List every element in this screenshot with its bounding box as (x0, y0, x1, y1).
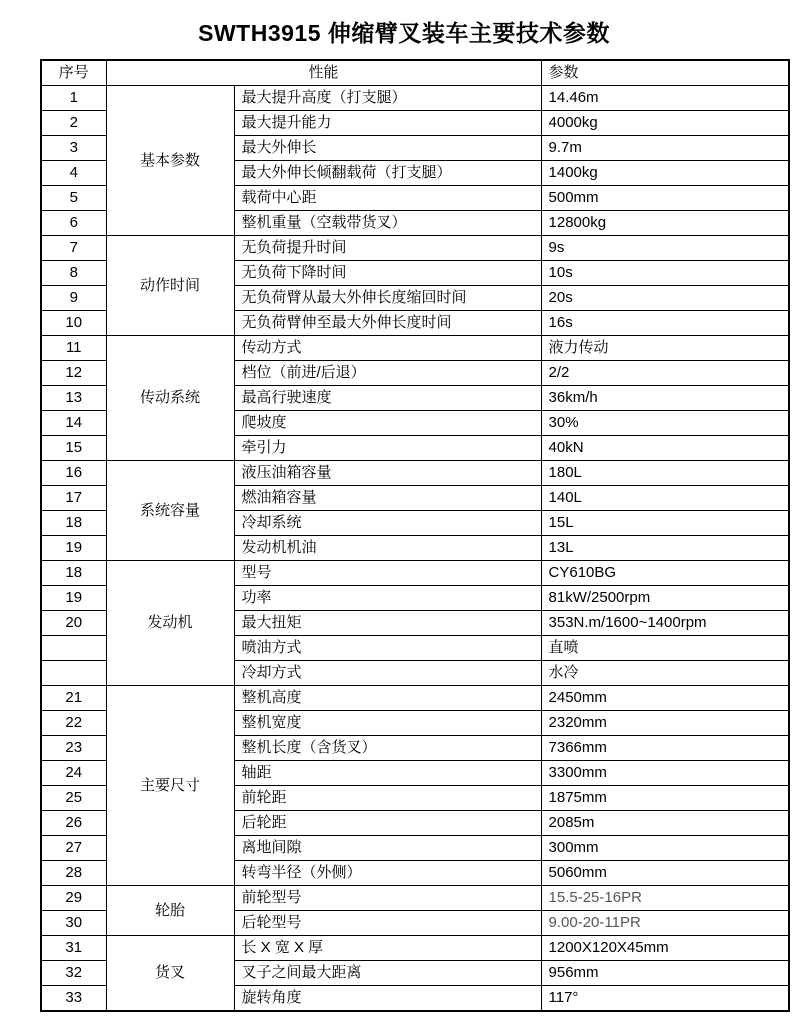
row-number-cell: 31 (41, 936, 106, 961)
row-number-cell: 29 (41, 886, 106, 911)
category-cell: 系统容量 (106, 461, 234, 561)
item-cell: 整机重量（空载带货叉） (234, 211, 541, 236)
value-cell: 36km/h (541, 386, 789, 411)
row-number-cell: 24 (41, 761, 106, 786)
row-number-cell: 18 (41, 561, 106, 586)
item-cell: 喷油方式 (234, 636, 541, 661)
row-number-cell: 7 (41, 236, 106, 261)
table-header-row (41, 60, 789, 86)
item-cell: 功率 (234, 586, 541, 611)
item-cell: 最大外伸长 (234, 136, 541, 161)
row-number-cell: 27 (41, 836, 106, 861)
item-cell: 最大外伸长倾翻载荷（打支腿） (234, 161, 541, 186)
row-number-cell: 30 (41, 911, 106, 936)
value-cell: 140L (541, 486, 789, 511)
item-cell: 整机宽度 (234, 711, 541, 736)
table-row (41, 936, 789, 961)
row-number-cell: 14 (41, 411, 106, 436)
item-cell: 轴距 (234, 761, 541, 786)
row-number-cell: 10 (41, 311, 106, 336)
row-number-cell: 25 (41, 786, 106, 811)
value-cell: 1875mm (541, 786, 789, 811)
value-cell: 13L (541, 536, 789, 561)
value-cell: CY610BG (541, 561, 789, 586)
category-cell: 基本参数 (106, 86, 234, 236)
value-cell: 2/2 (541, 361, 789, 386)
item-cell: 长 X 宽 X 厚 (234, 936, 541, 961)
item-cell: 前轮距 (234, 786, 541, 811)
value-cell: 30% (541, 411, 789, 436)
item-cell: 无负荷臂从最大外伸长度缩回时间 (234, 286, 541, 311)
table-row (41, 886, 789, 911)
row-number-cell: 26 (41, 811, 106, 836)
category-cell: 发动机 (106, 561, 234, 686)
item-cell: 发动机机油 (234, 536, 541, 561)
row-number-cell: 20 (41, 611, 106, 636)
table-row (41, 686, 789, 711)
item-cell: 燃油箱容量 (234, 486, 541, 511)
value-cell: 81kW/2500rpm (541, 586, 789, 611)
item-cell: 整机长度（含货叉） (234, 736, 541, 761)
item-cell: 型号 (234, 561, 541, 586)
row-number-cell: 16 (41, 461, 106, 486)
item-cell: 爬坡度 (234, 411, 541, 436)
value-cell: 12800kg (541, 211, 789, 236)
item-cell: 液压油箱容量 (234, 461, 541, 486)
item-cell: 叉子之间最大距离 (234, 961, 541, 986)
item-cell: 无负荷提升时间 (234, 236, 541, 261)
row-number-cell: 6 (41, 211, 106, 236)
item-cell: 无负荷臂伸至最大外伸长度时间 (234, 311, 541, 336)
row-number-cell: 19 (41, 586, 106, 611)
row-number-cell: 3 (41, 136, 106, 161)
value-cell: 液力传动 (541, 336, 789, 361)
row-number-cell: 22 (41, 711, 106, 736)
value-cell: 117° (541, 986, 789, 1012)
row-number-cell: 33 (41, 986, 106, 1012)
value-cell: 7366mm (541, 736, 789, 761)
row-number-cell: 17 (41, 486, 106, 511)
value-cell: 15.5-25-16PR (541, 886, 789, 911)
value-cell: 直喷 (541, 636, 789, 661)
item-cell: 前轮型号 (234, 886, 541, 911)
spec-table (40, 59, 790, 1012)
value-cell: 1400kg (541, 161, 789, 186)
table-row (41, 86, 789, 111)
value-cell: 10s (541, 261, 789, 286)
value-cell: 9.00-20-11PR (541, 911, 789, 936)
value-cell: 3300mm (541, 761, 789, 786)
row-number-cell: 5 (41, 186, 106, 211)
value-cell: 353N.m/1600~1400rpm (541, 611, 789, 636)
row-number-cell: 2 (41, 111, 106, 136)
item-cell: 传动方式 (234, 336, 541, 361)
row-number-cell: 32 (41, 961, 106, 986)
item-cell: 后轮型号 (234, 911, 541, 936)
value-cell: 20s (541, 286, 789, 311)
item-cell: 后轮距 (234, 811, 541, 836)
row-number-cell (41, 636, 106, 661)
value-cell: 2320mm (541, 711, 789, 736)
category-cell: 主要尺寸 (106, 686, 234, 886)
value-cell: 水冷 (541, 661, 789, 686)
spec-table-body (41, 86, 789, 1012)
value-cell: 956mm (541, 961, 789, 986)
item-cell: 最高行驶速度 (234, 386, 541, 411)
value-cell: 4000kg (541, 111, 789, 136)
item-cell: 冷却系统 (234, 511, 541, 536)
category-cell: 动作时间 (106, 236, 234, 336)
value-cell: 1200X120X45mm (541, 936, 789, 961)
value-cell: 300mm (541, 836, 789, 861)
row-number-cell: 4 (41, 161, 106, 186)
row-number-cell: 28 (41, 861, 106, 886)
page-title: SWTH3915 伸缩臂叉装车主要技术参数 (198, 20, 610, 46)
item-cell: 牵引力 (234, 436, 541, 461)
col-header-parameter: 参数 (541, 60, 789, 86)
table-row (41, 336, 789, 361)
value-cell: 500mm (541, 186, 789, 211)
category-cell: 传动系统 (106, 336, 234, 461)
item-cell: 离地间隙 (234, 836, 541, 861)
category-cell: 轮胎 (106, 886, 234, 936)
value-cell: 15L (541, 511, 789, 536)
row-number-cell: 15 (41, 436, 106, 461)
row-number-cell: 19 (41, 536, 106, 561)
row-number-cell: 23 (41, 736, 106, 761)
value-cell: 9.7m (541, 136, 789, 161)
row-number-cell: 9 (41, 286, 106, 311)
item-cell: 旋转角度 (234, 986, 541, 1012)
row-number-cell: 8 (41, 261, 106, 286)
table-row (41, 561, 789, 586)
item-cell: 档位（前进/后退） (234, 361, 541, 386)
value-cell: 180L (541, 461, 789, 486)
item-cell: 无负荷下降时间 (234, 261, 541, 286)
value-cell: 40kN (541, 436, 789, 461)
item-cell: 最大扭矩 (234, 611, 541, 636)
value-cell: 9s (541, 236, 789, 261)
row-number-cell: 13 (41, 386, 106, 411)
table-row (41, 236, 789, 261)
item-cell: 冷却方式 (234, 661, 541, 686)
value-cell: 2085m (541, 811, 789, 836)
value-cell: 2450mm (541, 686, 789, 711)
category-cell: 货叉 (106, 936, 234, 1012)
item-cell: 转弯半径（外侧） (234, 861, 541, 886)
row-number-cell: 18 (41, 511, 106, 536)
item-cell: 最大提升能力 (234, 111, 541, 136)
row-number-cell: 1 (41, 86, 106, 111)
col-header-no: 序号 (41, 60, 106, 86)
value-cell: 14.46m (541, 86, 789, 111)
value-cell: 5060mm (541, 861, 789, 886)
row-number-cell: 12 (41, 361, 106, 386)
row-number-cell: 11 (41, 336, 106, 361)
table-row (41, 461, 789, 486)
row-number-cell: 21 (41, 686, 106, 711)
item-cell: 最大提升高度（打支腿） (234, 86, 541, 111)
row-number-cell (41, 661, 106, 686)
item-cell: 整机高度 (234, 686, 541, 711)
col-header-performance: 性能 (106, 60, 541, 86)
value-cell: 16s (541, 311, 789, 336)
item-cell: 载荷中心距 (234, 186, 541, 211)
